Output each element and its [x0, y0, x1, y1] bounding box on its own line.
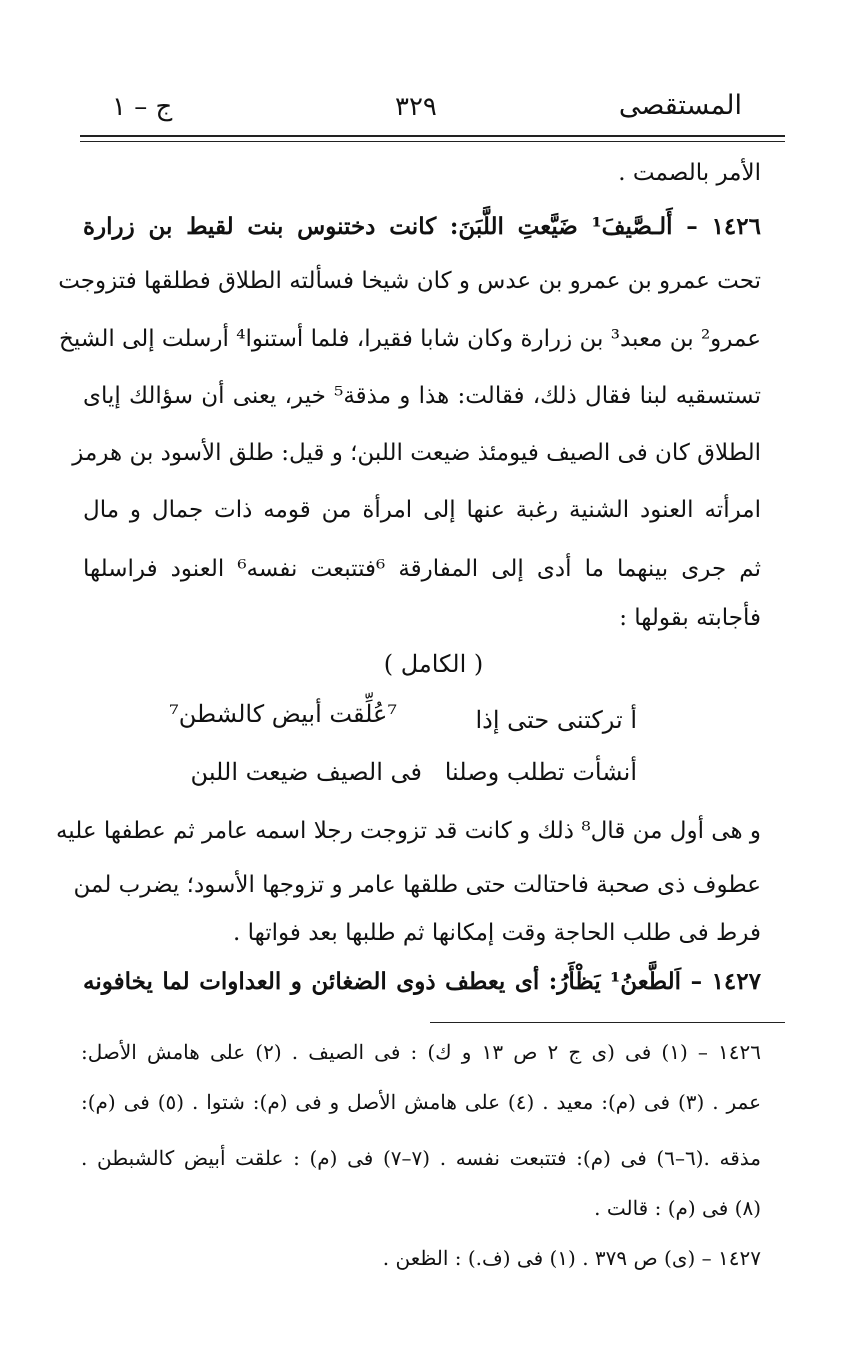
body-line: تستسقيه لبنا فقال ذلك، فقالت: هذا و مذقة⁵ خير، يعنى أن سؤالك إياى — [83, 383, 762, 409]
footnote-line: ١٤٢٧ – (ى) ص ٣٧٩ . (١) فى (ف.) : الظعن . — [382, 1246, 761, 1270]
header-rule-thin — [80, 141, 785, 142]
footnote-rule — [430, 1022, 785, 1023]
body-line: فأجابته بقولها : — [619, 605, 761, 631]
body-line: تحت عمرو بن عمرو بن عدس و كان شيخا فسألته الطلاق فطلقها فتزوجت — [58, 268, 761, 294]
poem-meter: ( الكامل ) — [383, 650, 484, 678]
body-line: فرط فى طلب الحاجة وقت إمكانها ثم طلبها بعد فواتها . — [233, 920, 761, 946]
verse-1-second-hemistich: ⁷عُلِّقت أبيض كالشطن⁷ — [169, 700, 397, 728]
verse-1-first-hemistich: أ تركتنى حتى إذا — [475, 706, 637, 734]
volume-label: ج – ١ — [112, 92, 173, 122]
footnote-line: مذقه .(٦–٦) فى (م): فتتبعت نفسه . (٧–٧) فى (م) : علقت أبيض كالشبطن . — [81, 1146, 762, 1170]
page-number: ٣٢٩ — [395, 92, 437, 122]
body-line: ثم جرى بينهما ما أدى إلى المفارقة ⁶فتتبعت نفسه⁶ العنود فراسلها — [83, 556, 761, 582]
footnote-line: عمر . (٣) فى (م): معيد . (٤) على هامش الأصل و فى (م): شتوا . (٥) فى (م): — [81, 1090, 762, 1114]
entry-1427-heading: ١٤٢٧ – اَلطَّعنُ¹ يَظْأَرُ: أى يعطف ذوى الضغائن و العداوات لما يخافونه — [83, 968, 761, 995]
verse-2-second-hemistich: فى الصيف ضيعت اللبن — [190, 758, 422, 786]
body-line: امرأته العنود الشنية رغبة عنها إلى امرأة من قومه ذات جمال و مال — [83, 497, 761, 523]
body-line: الطلاق كان فى الصيف فيومئذ ضيعت اللبن؛ و قيل: طلق الأسود بن هرمز — [72, 440, 761, 466]
running-title: المستقصى — [618, 90, 742, 121]
footnote-line: ١٤٢٦ – (١) فى (ى ج ٢ ص ١٣ و ك) : فى الصيف . (٢) على هامش الأصل: — [81, 1040, 762, 1064]
body-line: عمرو² بن معبد³ بن زرارة وكان شابا فقيرا، فلما أستنوا⁴ أرسلت إلى الشيخ — [59, 326, 761, 352]
verse-2-first-hemistich: أنشأت تطلب وصلنا — [444, 758, 637, 786]
body-line: عطوف ذى صحبة فاحتالت حتى طلقها عامر و تزوجها الأسود؛ يضرب لمن — [73, 872, 761, 898]
footnote-line: (٨) فى (م) : قالت . — [594, 1196, 761, 1220]
entry-1426-heading: ١٤٢٦ – أَلـصَّيفَ¹ ضَيَّعتِ اللَّبَنَ: كانت دختنوس بنت لقيط بن زرارة — [83, 213, 761, 240]
header-rule — [80, 135, 785, 137]
body-line: و هى أول من قال⁸ ذلك و كانت قد تزوجت رجلا اسمه عامر ثم عطفها عليه — [55, 818, 761, 844]
body-line: الأمر بالصمت . — [618, 160, 761, 186]
